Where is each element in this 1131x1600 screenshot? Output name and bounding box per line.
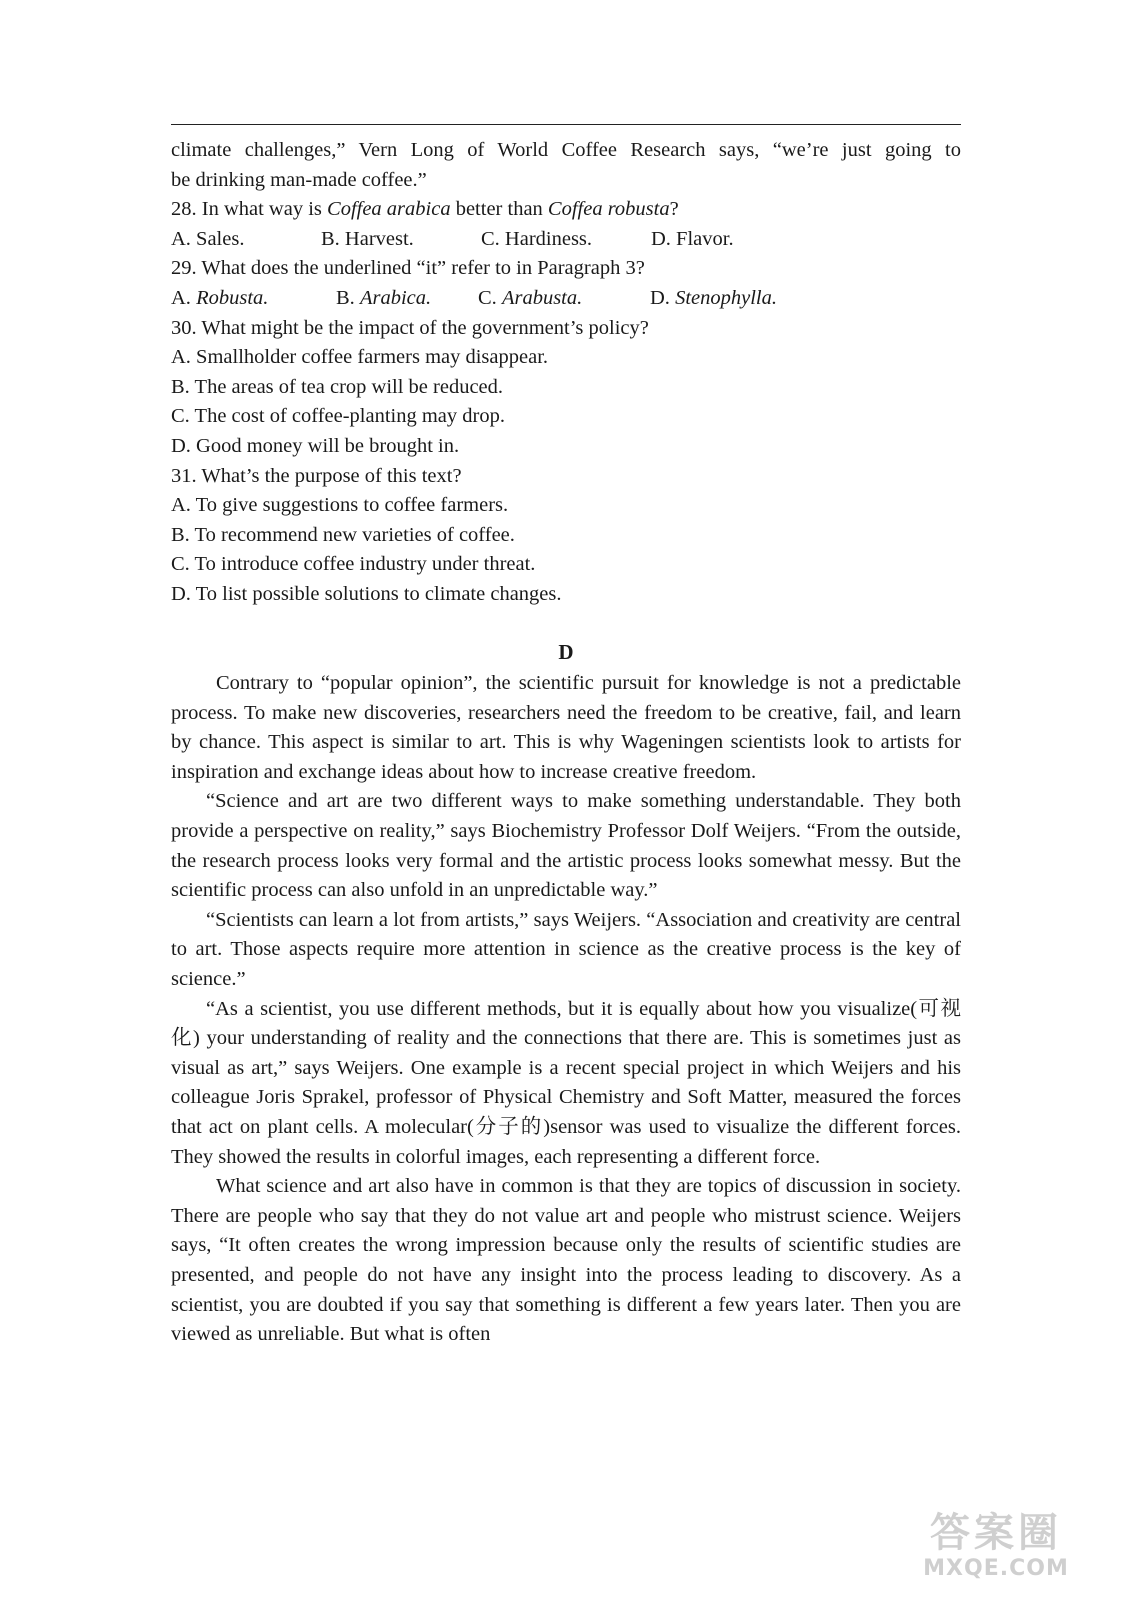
- option-d[interactable]: D. Flavor.: [651, 227, 734, 250]
- option-a[interactable]: A. Sales.: [171, 227, 245, 250]
- option-a[interactable]: A. Smallholder coffee farmers may disappear.: [171, 346, 549, 369]
- option-d[interactable]: D. Stenophylla.: [650, 286, 777, 309]
- question-29-stem: 29. What does the underlined “it” refer to in Paragraph 3?: [171, 257, 645, 280]
- option-d[interactable]: D. Good money will be brought in.: [171, 434, 460, 457]
- section-title: D: [558, 639, 574, 664]
- option-c[interactable]: C. Arabusta.: [478, 286, 583, 309]
- option-b[interactable]: B. The areas of tea crop will be reduced.: [171, 375, 504, 398]
- paragraph-1: Contrary to “popular opinion”, the scientific pursuit for knowledge is not a predictable process. To make new discoveries, researchers need the freedom to be creative, fail, and learn by chance. This aspect is similar to art. This is why Wageningen scientists look to artists for inspiration and exchange ideas about how to increase creative freedom.: [171, 672, 961, 783]
- continued-line-1: climate challenges,” Vern Long of World Coffee Research says, “we’re just going to: [171, 139, 961, 161]
- paragraph-3: “Scientists can learn a lot from artists,” says Weijers. “Association and creativity are central to art. Those aspects require more attention in science as the creative process is the key of science.”: [171, 908, 961, 991]
- option-b[interactable]: B. Harvest.: [321, 227, 414, 250]
- question-28-options: [171, 225, 961, 255]
- option-a[interactable]: A. To give suggestions to coffee farmers.: [171, 494, 509, 517]
- header-rule: [171, 124, 961, 125]
- question-28-stem: 28. In what way is Coffea arabica better than Coffea robusta?: [171, 198, 679, 221]
- option-a[interactable]: A. Robusta.: [171, 286, 269, 309]
- watermark-text: MXQE.COM: [923, 1556, 1069, 1581]
- paragraph-5: What science and art also have in common is that they are topics of discussion in society. There are people who say that they do not value art and people who mistrust science. Weijers says, “It often creates the wrong impression because only the results of scientific studies are presented, and people do not have any insight into the process leading to discovery. As a scientist, you are doubted if you say that something is different a few years later. Then you are viewed as unreliable. But what is often: [171, 1175, 961, 1346]
- option-c[interactable]: C. Hardiness.: [481, 227, 593, 250]
- watermark-icon: 答案圈: [930, 1510, 1062, 1556]
- option-c[interactable]: C. The cost of coffee-planting may drop.: [171, 405, 505, 428]
- option-d[interactable]: D. To list possible solutions to climate changes.: [171, 582, 562, 605]
- question-30-stem: 30. What might be the impact of the government’s policy?: [171, 316, 649, 339]
- question-31-stem: 31. What’s the purpose of this text?: [171, 464, 462, 487]
- option-b[interactable]: B. To recommend new varieties of coffee.: [171, 523, 515, 546]
- paragraph-4: “As a scientist, you use different methods, but it is equally about how you visualize(可视化) your understanding of reality and the connections that there are. This is sometimes just as visual as art,” says Weijers. One example is a recent special project in which Weijers and his colleague Joris Sprakel, professor of Physical Chemistry and Soft Matter, measured the forces that act on plant cells. A molecular(分子的)sensor was used to visualize the different forces. They showed the results in colorful images, each representing a different force.: [171, 997, 961, 1168]
- option-c[interactable]: C. To introduce coffee industry under threat.: [171, 553, 536, 576]
- option-b[interactable]: B. Arabica.: [336, 286, 432, 309]
- continued-line-2: be drinking man-made coffee.”: [171, 168, 427, 191]
- page-content: [171, 136, 961, 1350]
- watermark-logo: [901, 1510, 1091, 1590]
- question-29-options: [171, 284, 961, 314]
- paragraph-2: “Science and art are two different ways to make something understandable. They both provide a perspective on reality,” says Biochemistry Professor Dolf Weijers. “From the outside, the research process looks very formal and the artistic process looks somewhat messy. But the scientific process can also unfold in an unpredictable way.”: [171, 790, 961, 902]
- continued-paragraph: [171, 136, 961, 195]
